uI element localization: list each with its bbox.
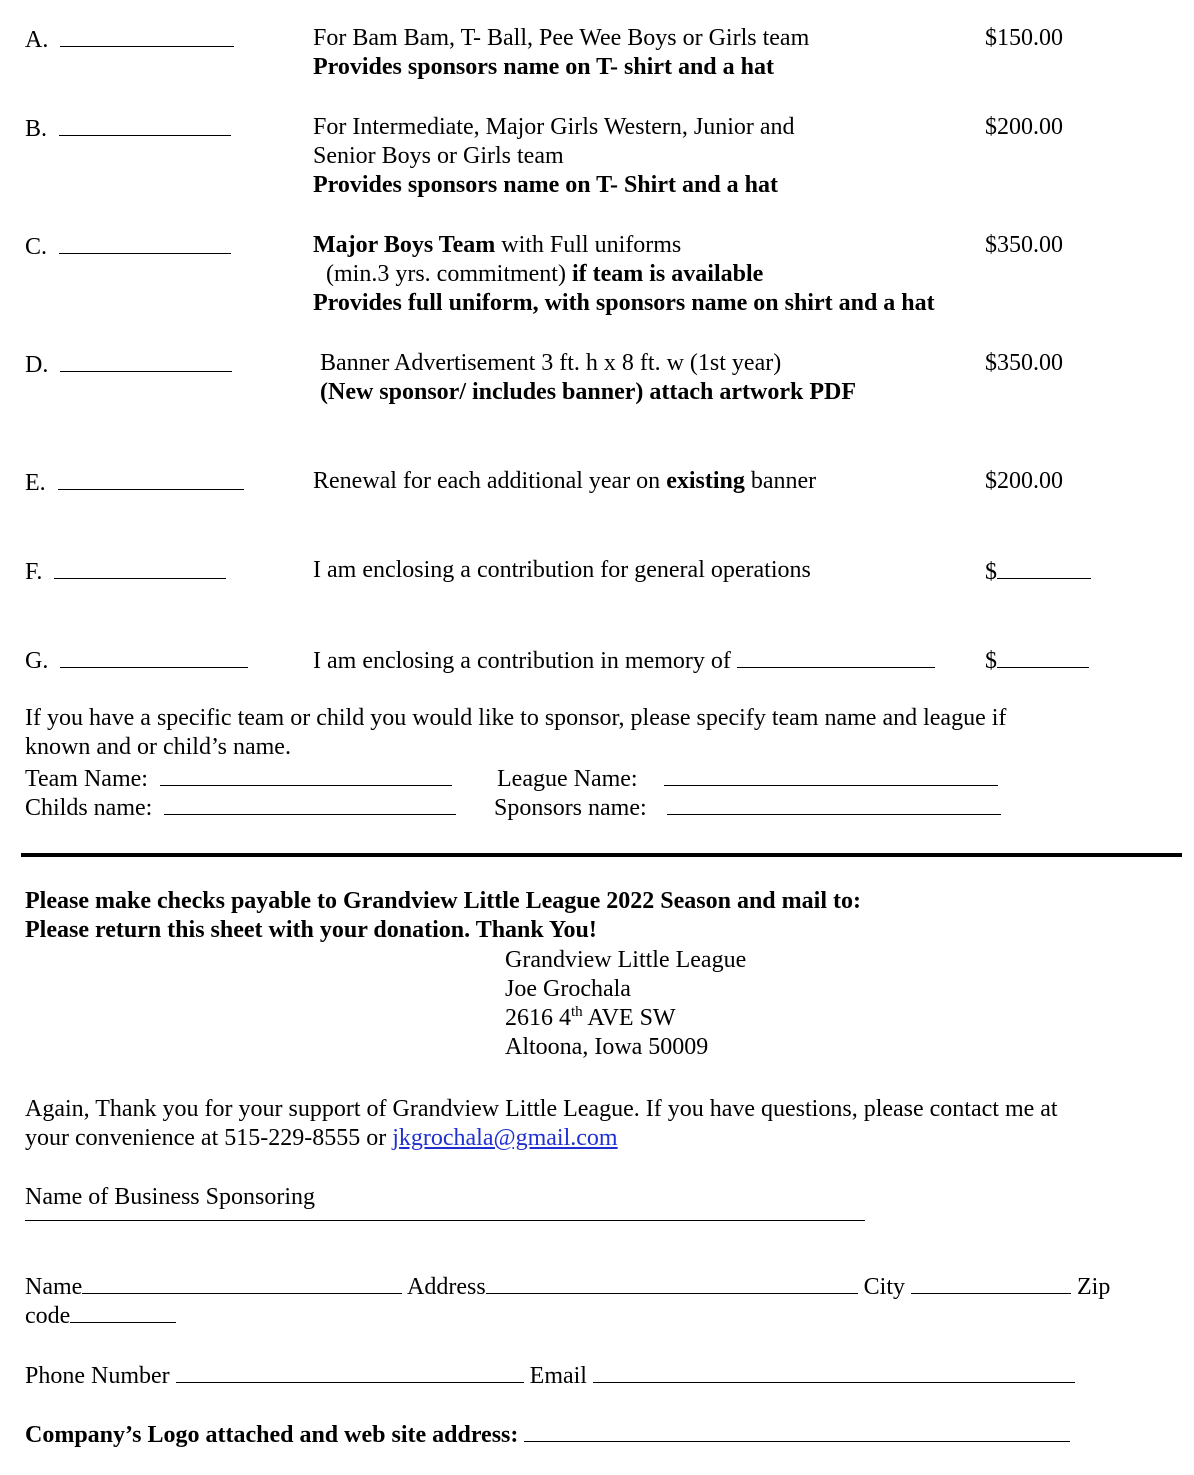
city-field[interactable] <box>911 1271 1071 1294</box>
team-name-label: Team Name: <box>25 766 148 792</box>
option-b-blank[interactable] <box>59 113 231 136</box>
option-a-price: $150.00 <box>985 25 1063 51</box>
address-street <box>505 1004 746 1033</box>
sponsor-name-row <box>494 792 1001 823</box>
address-person: Joe Grochala <box>505 976 631 1002</box>
thanks-line: Again, Thank you for your support of Grandview Little League. If you have questions, please contact me at <box>25 1096 1058 1122</box>
league-name-field[interactable] <box>664 763 998 786</box>
option-g <box>25 645 248 676</box>
option-letter: F. <box>25 559 43 585</box>
option-letter: G. <box>25 648 49 674</box>
logo-label: Company’s Logo attached and web site address: <box>25 1422 519 1448</box>
option-letter: D. <box>25 352 49 378</box>
payable-line: Please make checks payable to Grandview Little League 2022 Season and mail to: <box>25 888 861 914</box>
dollar-sign: $ <box>985 648 997 674</box>
ordinal-suffix: th <box>571 1004 583 1020</box>
city-label: City <box>863 1274 905 1300</box>
option-c-desc <box>313 231 935 318</box>
league-name-label: League Name: <box>497 766 638 792</box>
option-g-blank[interactable] <box>60 645 248 668</box>
option-e-desc <box>313 467 816 496</box>
child-name-row <box>25 792 456 823</box>
option-desc-line <box>313 231 935 260</box>
address-org: Grandview Little League <box>505 947 747 973</box>
availability-text: if team is available <box>571 261 764 287</box>
logo-row <box>25 1419 1070 1450</box>
option-a-desc <box>313 24 809 82</box>
email-link[interactable]: jkgrochala@gmail.com <box>392 1125 618 1151</box>
sponsor-name-field[interactable] <box>667 792 1001 815</box>
specific-line: known and or child’s name. <box>25 734 291 760</box>
major-boys-label: Major Boys Team <box>313 232 496 258</box>
option-desc-line: Senior Boys or Girls team <box>313 143 564 169</box>
street-name: AVE SW <box>582 1005 676 1031</box>
memory-amount-field[interactable] <box>997 645 1089 668</box>
option-f-desc: I am enclosing a contribution for general operations <box>313 557 811 583</box>
return-line: Please return this sheet with your donation. Thank You! <box>25 917 597 943</box>
team-name-field[interactable] <box>160 763 452 786</box>
specific-line: If you have a specific team or child you would like to sponsor, please specify team name and league if <box>25 705 1007 731</box>
section-divider <box>21 853 1182 857</box>
commitment-text: (min.3 yrs. commitment) <box>326 261 572 287</box>
address-field[interactable] <box>486 1271 858 1294</box>
street-number: 2616 4 <box>505 1005 571 1031</box>
memory-text: I am enclosing a contribution in memory of <box>313 648 737 674</box>
option-b-price: $200.00 <box>985 114 1063 140</box>
option-desc-line <box>313 260 935 289</box>
contact-row <box>25 1271 1110 1302</box>
email-field[interactable] <box>593 1360 1075 1383</box>
option-c-blank[interactable] <box>59 231 231 254</box>
option-desc-line: Banner Advertisement 3 ft. h x 8 ft. w (1st year) <box>320 350 782 376</box>
thanks-line <box>25 1124 1058 1153</box>
email-label: Email <box>529 1363 587 1389</box>
option-a <box>25 24 234 55</box>
league-name-row <box>497 763 998 794</box>
zip-label: Zip <box>1077 1274 1111 1300</box>
sponsor-name-label: Sponsors name: <box>494 795 647 821</box>
option-b <box>25 113 231 144</box>
contribution-amount-field[interactable] <box>997 556 1091 579</box>
mailing-address <box>505 946 746 1062</box>
option-d <box>25 349 232 380</box>
payment-instructions <box>25 887 861 945</box>
zip-row <box>25 1300 176 1331</box>
option-f-blank[interactable] <box>54 556 226 579</box>
option-letter: B. <box>25 116 48 142</box>
phone-email-row <box>25 1360 1075 1391</box>
option-g-price <box>985 645 1089 676</box>
code-label: code <box>25 1303 71 1329</box>
option-e-price: $200.00 <box>985 468 1063 494</box>
option-b-desc <box>313 113 795 200</box>
option-desc-bold: Provides sponsors name on T- shirt and a hat <box>313 54 774 80</box>
business-label: Name of Business Sponsoring <box>25 1184 315 1210</box>
option-desc-line: For Intermediate, Major Girls Western, Junior and <box>313 114 795 140</box>
business-name-field[interactable] <box>25 1220 865 1221</box>
renewal-text: Renewal for each additional year on <box>313 468 667 494</box>
address-city: Altoona, Iowa 50009 <box>505 1034 709 1060</box>
option-letter: E. <box>25 470 46 496</box>
option-d-price: $350.00 <box>985 350 1063 376</box>
phone-text: your convenience at 515-229-8555 or <box>25 1125 393 1151</box>
team-name-row <box>25 763 452 794</box>
option-desc-bold: Provides sponsors name on T- Shirt and a hat <box>313 172 778 198</box>
option-d-desc <box>320 349 856 407</box>
option-e <box>25 467 244 498</box>
option-letter: C. <box>25 234 48 260</box>
specific-sponsor-text <box>25 704 1006 762</box>
address-label: Address <box>407 1274 486 1300</box>
banner-text: banner <box>744 468 817 494</box>
name-label: Name <box>25 1274 83 1300</box>
option-c <box>25 231 231 262</box>
child-name-label: Childs name: <box>25 795 153 821</box>
option-e-blank[interactable] <box>58 467 244 490</box>
memory-name-field[interactable] <box>737 645 935 668</box>
child-name-field[interactable] <box>164 792 456 815</box>
option-f-price <box>985 556 1091 587</box>
phone-field[interactable] <box>176 1360 524 1383</box>
zip-field[interactable] <box>70 1300 176 1323</box>
uniform-text: with Full uniforms <box>495 232 682 258</box>
option-g-desc <box>313 645 935 676</box>
website-field[interactable] <box>524 1419 1070 1442</box>
existing-text: existing <box>666 468 745 494</box>
thanks-paragraph <box>25 1095 1058 1153</box>
phone-label: Phone Number <box>25 1363 170 1389</box>
option-desc-bold: Provides full uniform, with sponsors name on shirt and a hat <box>313 290 935 316</box>
option-c-price: $350.00 <box>985 232 1063 258</box>
option-a-blank[interactable] <box>60 24 234 47</box>
option-desc-line: For Bam Bam, T- Ball, Pee Wee Boys or Girls team <box>313 25 810 51</box>
name-field[interactable] <box>82 1271 402 1294</box>
dollar-sign: $ <box>985 559 997 585</box>
option-d-blank[interactable] <box>60 349 232 372</box>
option-desc-bold: (New sponsor/ includes banner) attach artwork PDF <box>320 379 856 405</box>
option-letter: A. <box>25 27 49 53</box>
option-f <box>25 556 226 587</box>
